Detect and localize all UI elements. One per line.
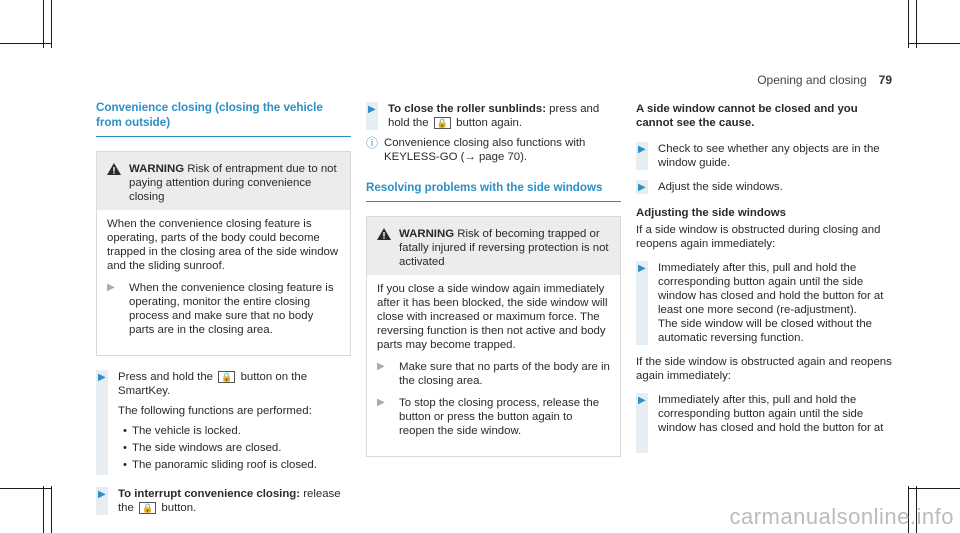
warning-step xyxy=(377,360,610,388)
arrow-icon: ▶ xyxy=(638,182,646,193)
section-title: Convenience closing (closing the vehicle from outside) xyxy=(96,101,323,129)
step-result: The side window will be closed without the automatic reversing function. xyxy=(658,318,873,344)
crop-mark xyxy=(908,0,909,48)
step-item xyxy=(636,393,896,453)
crop-mark xyxy=(43,486,44,533)
crop-mark xyxy=(43,0,44,48)
column-3 xyxy=(636,102,896,459)
step-item xyxy=(636,261,896,345)
warning-icon xyxy=(377,227,399,269)
step-item xyxy=(96,370,351,475)
warning-body: If you close a side window again immediately after it has been blocked, the side window will close with increased or maximum force. The reversing function is then not active and body parts may become trapped. xyxy=(377,283,608,351)
list-item-text: The vehicle is locked. xyxy=(132,425,241,437)
warning-label: WARNING xyxy=(129,163,185,175)
warning-icon xyxy=(107,162,129,204)
column-2 xyxy=(366,102,621,469)
crop-mark xyxy=(51,0,52,48)
step-text: Adjust the side windows. xyxy=(658,181,783,193)
page-number: 79 xyxy=(878,73,892,87)
step-bold: To close the roller sunblinds: xyxy=(388,103,547,115)
step-text: Immediately after this, pull and hold the corresponding button again until the side window has closed and hold the button for at xyxy=(658,394,884,434)
column-1 xyxy=(96,100,351,521)
header-title: Opening and closing xyxy=(757,73,867,87)
step-item xyxy=(636,180,896,194)
bullet-icon: • xyxy=(123,459,127,471)
info-text: Convenience closing also functions with KEYLESS-GO (→ page 70). xyxy=(384,137,586,163)
list-item xyxy=(118,458,351,472)
step-text: release xyxy=(300,488,341,500)
arrow-icon: ▶ xyxy=(368,104,376,115)
warning-label: WARNING xyxy=(399,228,455,240)
lock-button-icon: 🔒 xyxy=(218,371,235,383)
lock-button-icon: 🔒 xyxy=(434,117,451,129)
step-text: Press and hold the xyxy=(118,371,213,383)
step-bold: To interrupt convenience closing: xyxy=(118,488,301,500)
arrow-icon: ▶ xyxy=(377,397,385,408)
section-title: Resolving problems with the side windows xyxy=(366,181,603,194)
crop-mark xyxy=(51,486,52,533)
bullet-icon: • xyxy=(123,425,127,437)
step-text: hold the xyxy=(388,117,429,129)
section-rule xyxy=(366,201,621,202)
arrow-icon: ▶ xyxy=(98,372,106,383)
step-item xyxy=(366,102,621,130)
step-text: Check to see whether any objects are in the window guide. xyxy=(658,143,880,169)
info-note xyxy=(366,136,621,164)
lock-button-icon: 🔒 xyxy=(139,502,156,514)
warning-step xyxy=(377,396,610,438)
list-item-text: The panoramic sliding roof is closed. xyxy=(132,459,317,471)
list-item xyxy=(118,424,351,438)
step-text: button again. xyxy=(456,117,522,129)
section-rule xyxy=(96,136,351,137)
warning-header xyxy=(367,217,620,275)
problem-heading: A side window cannot be closed and you cannot see the cause. xyxy=(636,103,858,129)
step-text: press and xyxy=(546,103,600,115)
warning-step-text: To stop the closing process, release the button or press the button again to reopen the side window. xyxy=(399,397,600,437)
watermark-text: carmanualsonline.info xyxy=(729,504,954,529)
warning-headline: Risk of entrapment due to not paying attention during convenience closing xyxy=(129,163,337,203)
arrow-icon: ▶ xyxy=(638,263,646,274)
step-text: the xyxy=(118,502,134,514)
subheading: Adjusting the side windows xyxy=(636,207,786,219)
warning-header xyxy=(97,152,350,210)
warning-step xyxy=(107,281,340,337)
step-text: button on the SmartKey. xyxy=(118,371,308,397)
crop-mark xyxy=(908,43,960,44)
arrow-icon: ▶ xyxy=(377,361,385,372)
crop-mark xyxy=(0,43,52,44)
list-item xyxy=(118,441,351,455)
step-item xyxy=(96,487,351,515)
warning-box xyxy=(366,216,621,457)
info-icon: ⓘ xyxy=(366,136,379,150)
paragraph: If a side window is obstructed during closing and reopens again immediately: xyxy=(636,224,881,250)
paragraph: If the side window is obstructed again and reopens again immediately: xyxy=(636,356,892,382)
bullet-icon: • xyxy=(123,442,127,454)
arrow-icon: ▶ xyxy=(98,489,106,500)
list-item-text: The side windows are closed. xyxy=(132,442,282,454)
step-subtext: The following functions are performed: xyxy=(118,405,312,417)
crop-mark xyxy=(908,488,960,489)
step-item xyxy=(636,142,896,170)
warning-body: When the convenience closing feature is operating, parts of the body could become trapped in the closing area of the side window and the sliding sunroof. xyxy=(107,218,339,272)
warning-headline: Risk of becoming trapped or fatally injured if reversing protection is not activated xyxy=(399,228,609,268)
arrow-icon: ▶ xyxy=(638,395,646,406)
page-header xyxy=(757,73,892,87)
crop-mark xyxy=(916,0,917,48)
step-text: button. xyxy=(161,502,197,514)
arrow-icon: ▶ xyxy=(638,144,646,155)
warning-step-text: When the convenience closing feature is operating, monitor the entire closing process and make sure that no body parts are in the closing area. xyxy=(129,282,334,336)
crop-mark xyxy=(0,488,52,489)
warning-step-text: Make sure that no parts of the body are in the closing area. xyxy=(399,361,610,387)
warning-box xyxy=(96,151,351,356)
step-text: Immediately after this, pull and hold the corresponding button again until the side window has closed and hold the button for at least one more second (re-adjustment). xyxy=(658,262,884,316)
arrow-icon: ▶ xyxy=(107,282,115,293)
